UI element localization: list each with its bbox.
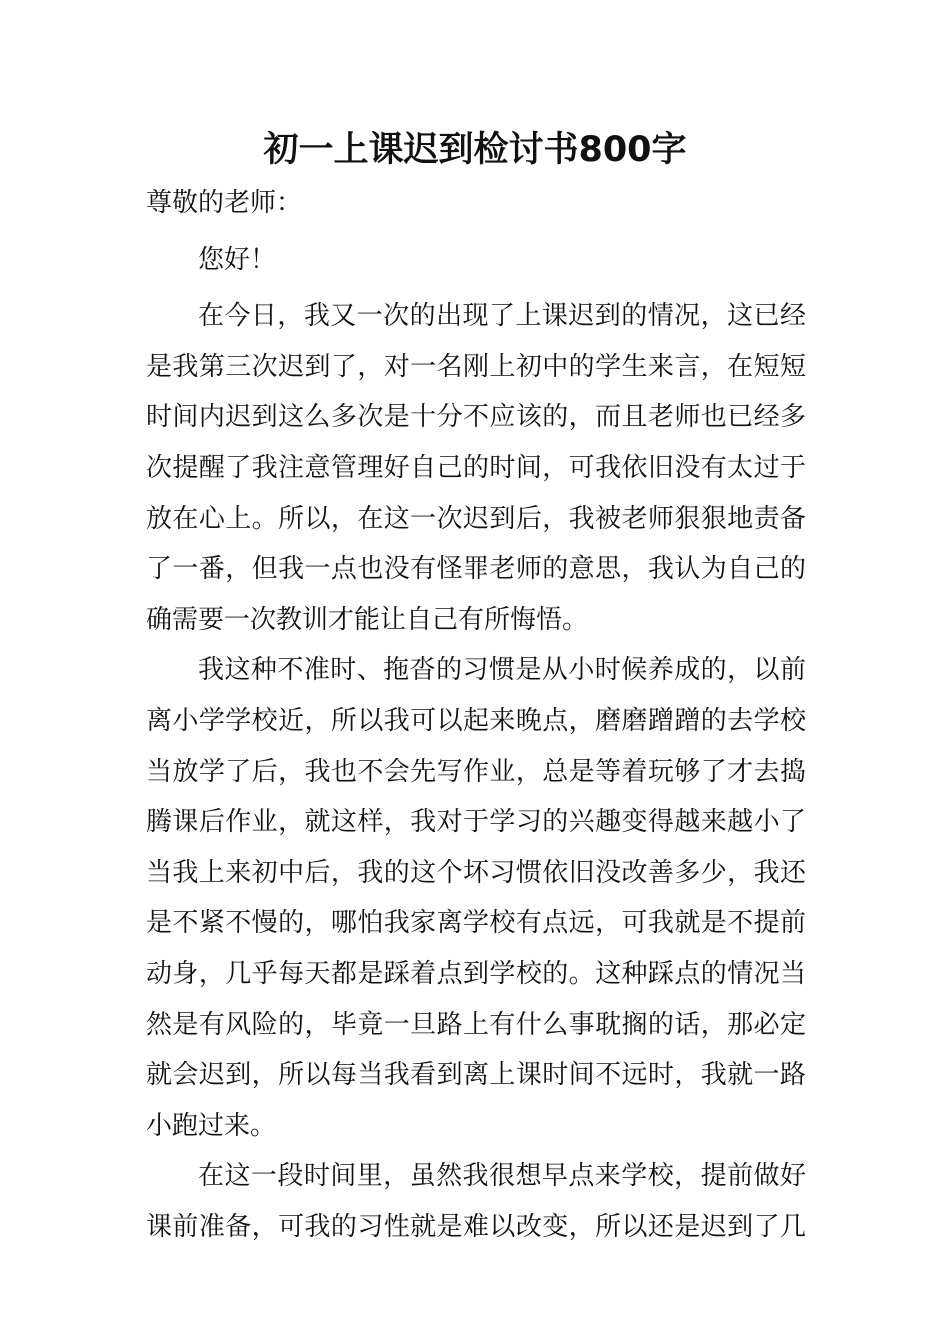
paragraph-line: 当放学了后，我也不会先写作业，总是等着玩够了才去捣 — [146, 756, 806, 787]
paragraph-line: 次提醒了我注意管理好自己的时间，可我依旧没有太过于 — [146, 452, 806, 483]
paragraph-line: 了一番，但我一点也没有怪罪老师的意思，我认为自己的 — [146, 554, 806, 585]
paragraph-line: 就会迟到，所以每当我看到离上课时间不远时，我就一路 — [146, 1060, 806, 1091]
paragraph-line: 离小学学校近，所以我可以起来晚点，磨磨蹭蹭的去学校 — [146, 705, 806, 736]
paragraph-line: 课前准备，可我的习性就是难以改变，所以还是迟到了几 — [146, 1211, 806, 1242]
paragraph-line: 动身，几乎每天都是踩着点到学校的。这种踩点的情况当 — [146, 958, 806, 989]
greeting: 您好！ — [198, 244, 277, 275]
paragraph-line: 放在心上。所以，在这一次迟到后，我被老师狠狠地责备 — [146, 503, 806, 534]
paragraph-line: 小跑过来。 — [146, 1110, 277, 1141]
paragraph-line: 我这种不准时、拖沓的习惯是从小时候养成的，以前 — [198, 655, 806, 686]
paragraph-line: 在今日，我又一次的出现了上课迟到的情况，这已经 — [198, 301, 806, 332]
paragraph-line: 是我第三次迟到了，对一名刚上初中的学生来言，在短短 — [146, 351, 806, 382]
paragraph-line: 确需要一次教训才能让自己有所悔悟。 — [146, 604, 589, 635]
document-title: 初一上课迟到检讨书800字 — [263, 130, 687, 170]
paragraph-line: 然是有风险的，毕竟一旦路上有什么事耽搁的话，那必定 — [146, 1009, 806, 1040]
paragraph-3 — [146, 1151, 806, 1252]
paragraph-2 — [146, 645, 806, 1151]
paragraph-line: 当我上来初中后，我的这个坏习惯依旧没改善多少，我还 — [146, 857, 806, 888]
salutation: 尊敬的老师： — [146, 188, 303, 218]
document-body — [146, 178, 806, 1252]
paragraph-line: 时间内迟到这么多次是十分不应该的，而且老师也已经多 — [146, 402, 806, 433]
paragraph-line: 在这一段时间里，虽然我很想早点来学校，提前做好 — [198, 1161, 806, 1192]
paragraph-line: 腾课后作业，就这样，我对于学习的兴趣变得越来越小了 — [146, 807, 806, 838]
paragraph-1 — [146, 291, 806, 645]
paragraph-line: 是不紧不慢的，哪怕我家离学校有点远，可我就是不提前 — [146, 908, 806, 939]
